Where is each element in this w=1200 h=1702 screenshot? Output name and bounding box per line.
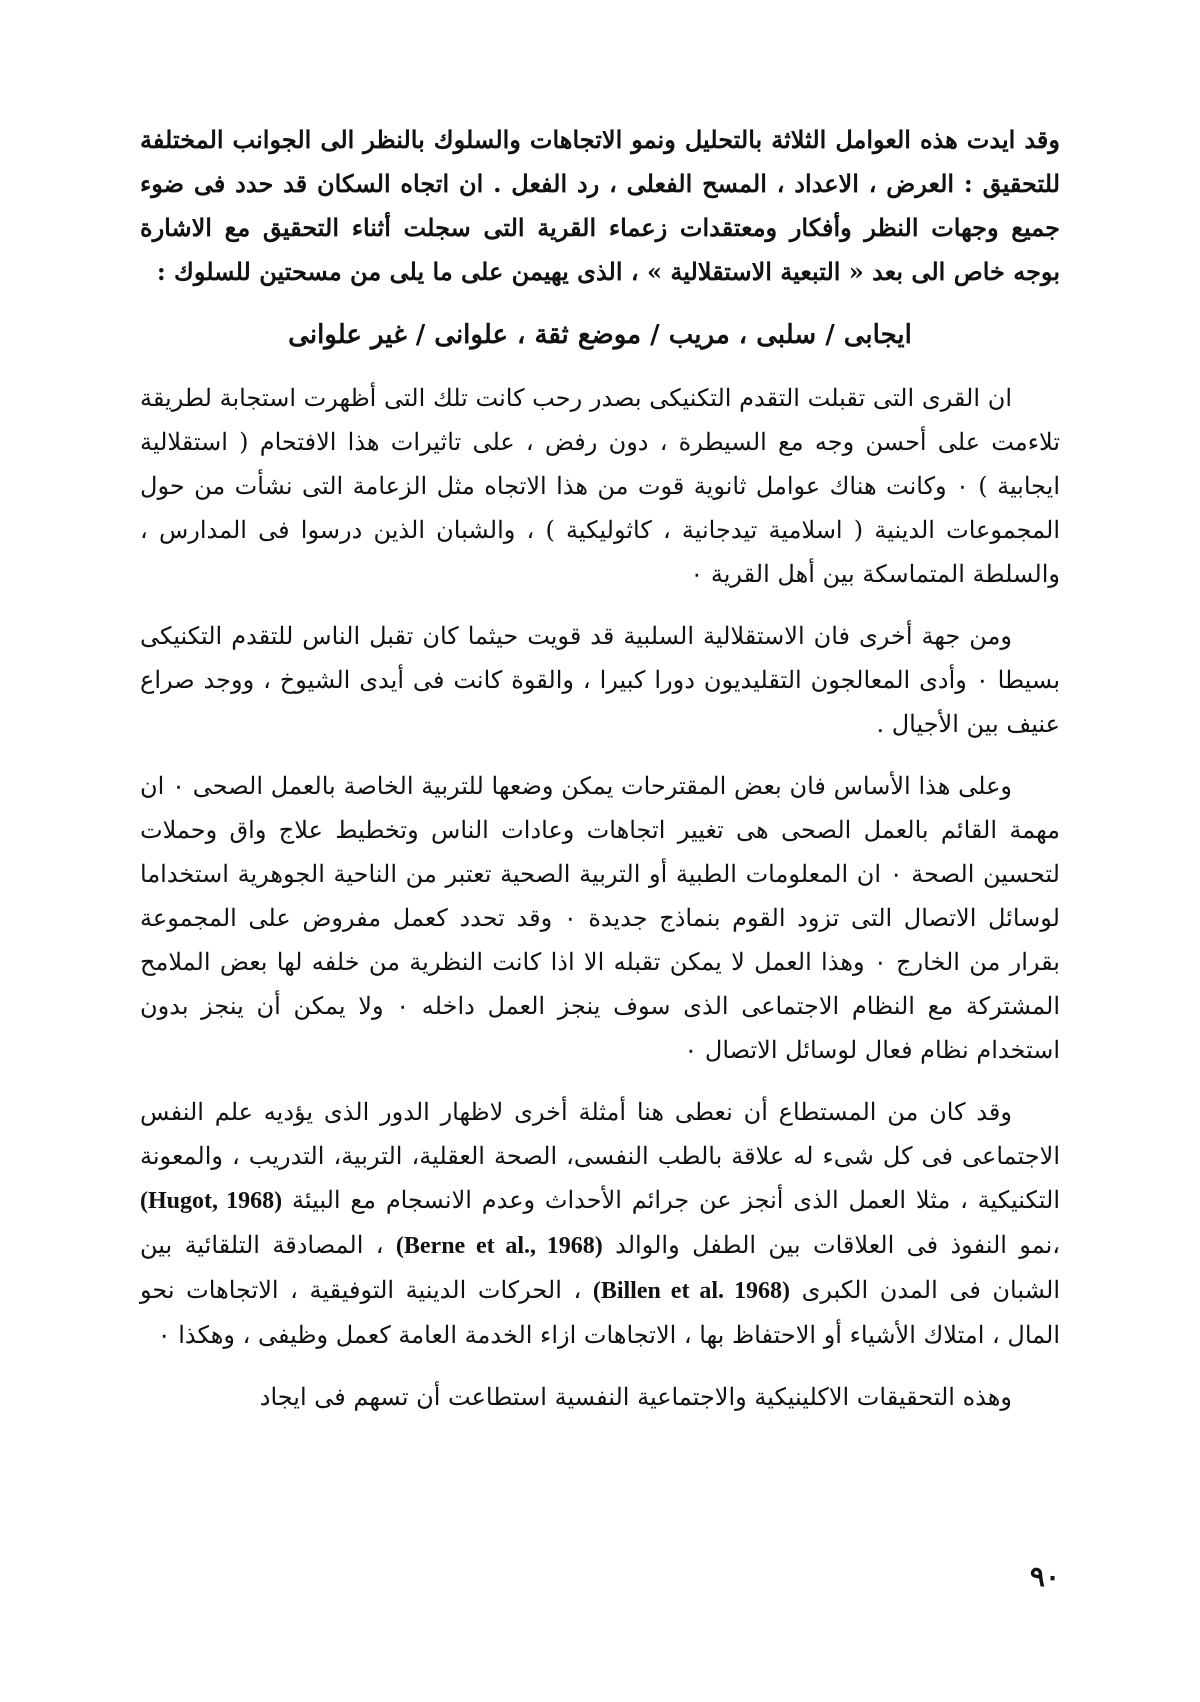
paragraph-5	[140, 1090, 1060, 1357]
paragraph-1: وقد ايدت هذه العوامل الثلاثة بالتحليل ونمو الاتجاهات والسلوك بالنظر الى الجوانب المختلفة للتحقيق : العرض ، الاعداد ، المسح الفعلى ، رد الفعل . ان اتجاه السكان قد حدد فى ضوء جميع وجهات النظر وأفكار ومعتقدات زعماء القرية التى سجلت أثناء التحقيق مع الاشارة بوجه خاص الى بعد « التبعية الاستقلالية » ، الذى يهيمن على ما يلى من مسحتين للسلوك :	[140, 125, 1061, 286]
paragraph-5-text-b: ،نمو النفوذ فى العلاقات بين الطفل والوالد	[615, 1231, 1061, 1259]
document-page	[140, 118, 1060, 1437]
paragraph-2: ان القرى التى تقبلت التقدم التكنيكى بصدر رحب كانت تلك التى أظهرت استجابة لطريقة تلاءمت على أحسن وجه مع السيطرة ، دون رفض ، على تاثيرات هذا الافتحام ( استقلالية ايجابية ) ٠ وكانت هناك عوامل ثانوية قوت من هذا الاتجاه مثل الزعامة التى نشأت من حول المجموعات الدينية ( اسلامية تيدجانية ، كاثوليكية ) ، والشبان الذين درسوا فى المدارس ، والسلطة المتماسكة بين أهل القرية ٠	[140, 384, 1061, 588]
paragraph-5-text-a: وقد كان من المستطاع أن نعطى هنا أمثلة أخرى لاظهار الدور الذى يؤديه علم النفس الاجتماعى فى كل شىء له علاقة بالطب النفسى، الصحة العقلية، التربية، التدريب ، والمعونة التكنيكية ، مثلا العمل الذى أنجز عن جرائم الأحداث وعدم الانسجام مع البيئة	[140, 1098, 1060, 1214]
citation-berne: (Berne et al., 1968)	[395, 1233, 603, 1259]
paragraph-6: وهذه التحقيقات الاكلينيكية والاجتماعية النفسية استطاعت أن تسهم فى ايجاد	[259, 1383, 1012, 1411]
paragraph-3: ومن جهة أخرى فان الاستقلالية السلبية قد قويت حيثما كان تقبل الناس للتقدم التكنيكى بسيطا ٠ وأدى المعالجون التقليديون دورا كبيرا ، والقوة كانت فى أيدى الشيوخ ، ووجد صراع عنيف بين الأجيال .	[140, 622, 1060, 738]
paragraph-4: وعلى هذا الأساس فان بعض المقترحات يمكن وضعها للتربية الخاصة بالعمل الصحى ٠ ان مهمة القائم بالعمل الصحى هى تغيير اتجاهات وعادات الناس وتخطيط علاج واق وحملات لتحسين الصحة ٠ ان المعلومات الطبية أو التربية الصحية تعتبر من الناحية الجوهرية استخداما لوسائل الاتصال التى تزود القوم بنماذج جديدة ٠ وقد تحدد كعمل مفروض على المجموعة بقرار من الخارج ٠ وهذا العمل لا يمكن تقبله الا اذا كانت النظرية من خلفه لها بعض الملامح المشتركة مع النظام الاجتماعى الذى سوف ينجز العمل داخله ٠ ولا يمكن أن ينجز بدون استخدام نظام فعال لوسائل الاتصال ٠	[140, 772, 1060, 1064]
citation-hugot: (Hugot, 1968)	[140, 1188, 283, 1214]
paragraph-5-text-d: ، الحركات الدينية التوفيقية ، الاتجاهات نحو المال ، امتلاك الأشياء أو الاحتفاظ بها ، الاتجاهات ازاء الخدمة العامة كعمل وظيفى ، وهكذا ٠	[140, 1276, 1060, 1349]
citation-billen: (Billen et al. 1968)	[592, 1278, 791, 1304]
behavior-dimensions-line: ايجابى / سلبى ، مريب / موضع ثقة ، علوانى / غير علوانى	[288, 320, 912, 350]
paragraph-5-text-c: ، المصادقة التلقائية بين الشبان فى المدن الكبرى	[140, 1231, 1060, 1304]
page-number: ٩٠	[1029, 1560, 1060, 1593]
